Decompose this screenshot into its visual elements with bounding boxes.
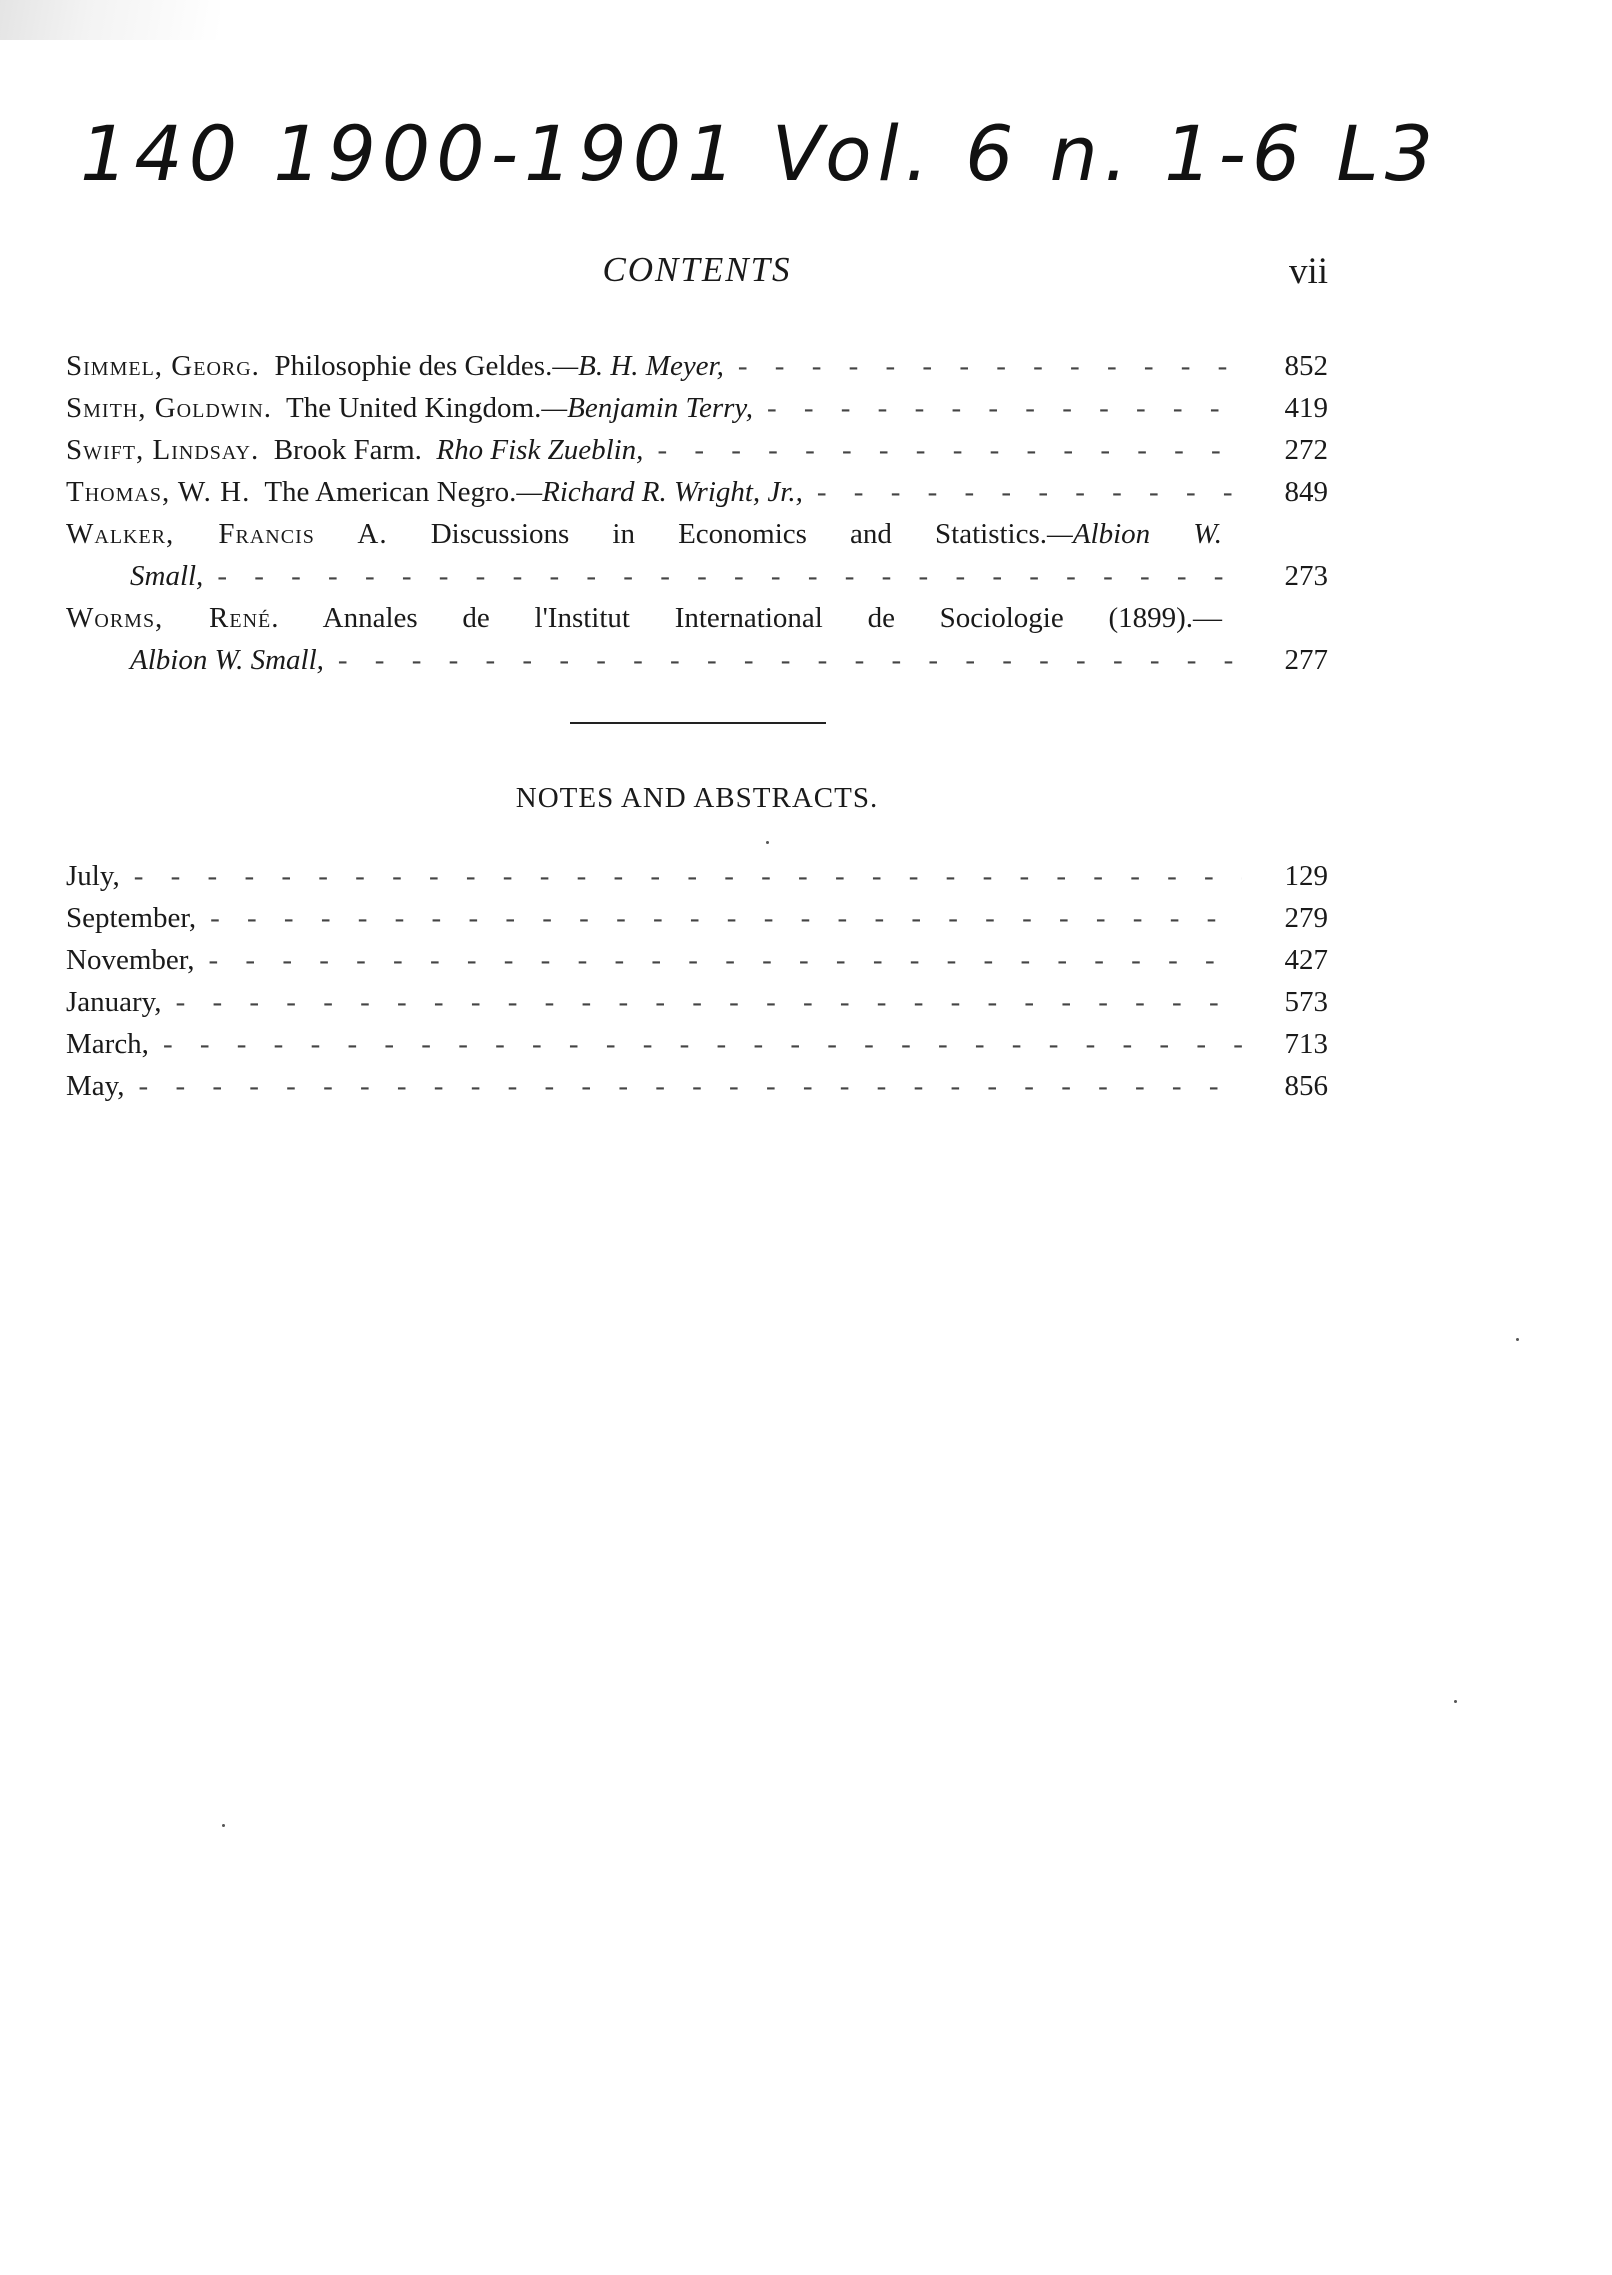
page-numeral: vii (1288, 251, 1328, 292)
review-author: Thomas, W. H. (66, 476, 251, 508)
dot-leader (767, 387, 1242, 429)
scan-speck (222, 1824, 225, 1827)
section-divider (570, 722, 826, 724)
review-reviewer: —B. H. Meyer, (552, 350, 724, 382)
dot-leader (817, 471, 1242, 513)
review-entry (66, 387, 1328, 429)
page-number: 419 (1284, 392, 1328, 424)
running-title: CONTENTS (602, 250, 792, 289)
dot-leader (176, 981, 1242, 1023)
page-number: 427 (1284, 944, 1328, 976)
review-author: Worms, René. (66, 602, 280, 634)
scan-edge-shadow (0, 0, 220, 40)
handwritten-call-number (80, 100, 1560, 210)
page-number: 852 (1284, 350, 1328, 382)
dot-leader (134, 855, 1242, 897)
dot-leader (209, 939, 1243, 981)
review-entry (66, 429, 1328, 471)
running-head (66, 250, 1328, 310)
section-heading: NOTES AND ABSTRACTS. (515, 782, 879, 814)
review-title: Brook Farm. (273, 434, 422, 466)
dot-leader (657, 429, 1242, 471)
notes-month: March, (66, 1028, 149, 1060)
page-number: 713 (1284, 1028, 1328, 1060)
review-reviewer-continued: Albion W. Small, (130, 644, 324, 676)
review-title: The American Negro. (264, 476, 517, 508)
review-title: Philosophie des Geldes. (274, 350, 553, 382)
review-author: Smith, Goldwin. (66, 392, 273, 424)
review-entry (66, 597, 1328, 681)
review-author: Swift, Lindsay. (66, 434, 260, 466)
review-reviewer: —Benjamin Terry, (541, 392, 753, 424)
scan-speck (1454, 1700, 1457, 1703)
review-author: Simmel, Georg. (66, 350, 260, 382)
dot-leader (139, 1065, 1242, 1107)
dot-leader (738, 345, 1242, 387)
notes-entry (66, 897, 1328, 939)
review-reviewer: Rho Fisk Zueblin, (436, 434, 644, 466)
notes-entry (66, 855, 1328, 897)
review-author: Walker, Francis A. (66, 518, 388, 550)
review-title: The United Kingdom. (286, 392, 542, 424)
review-entry (66, 513, 1328, 597)
page-number: 272 (1284, 434, 1328, 466)
page-number: 279 (1284, 902, 1328, 934)
notes-entry (66, 981, 1328, 1023)
dot-leader (338, 639, 1242, 681)
dot-leader (217, 555, 1242, 597)
page-number: 129 (1284, 860, 1328, 892)
review-title: Discussions in Economics and Statistics. (430, 518, 1048, 550)
page-number: 573 (1284, 986, 1328, 1018)
svg-text:140 1900-1901 Vol. 6 n. 1-6 L3: 140 1900-1901 Vol. 6 n. 1-6 L3 (80, 109, 1440, 198)
page-number: 849 (1284, 476, 1328, 508)
scan-speck (1516, 1338, 1519, 1341)
review-entry (66, 345, 1328, 387)
notes-month: July, (66, 860, 120, 892)
notes-entry (66, 1023, 1328, 1065)
notes-month: January, (66, 986, 162, 1018)
notes-index (66, 855, 1328, 1107)
scan-speck (766, 841, 769, 844)
dot-leader (210, 897, 1242, 939)
book-reviews-index (66, 345, 1328, 681)
page-number: 273 (1284, 560, 1328, 592)
review-reviewer-continued: Small, (130, 560, 204, 592)
review-entry (66, 471, 1328, 513)
notes-month: May, (66, 1070, 125, 1102)
dot-leader (163, 1023, 1242, 1065)
review-reviewer: —Albion W. (1047, 518, 1223, 550)
review-title: Annales de l'Institut International de Sociologie (1899).— (322, 602, 1223, 634)
notes-month: September, (66, 902, 197, 934)
notes-entry (66, 939, 1328, 981)
page-number: 277 (1284, 644, 1328, 676)
review-reviewer: —Richard R. Wright, Jr., (516, 476, 803, 508)
notes-month: November, (66, 944, 195, 976)
page-number: 856 (1284, 1070, 1328, 1102)
notes-entry (66, 1065, 1328, 1107)
